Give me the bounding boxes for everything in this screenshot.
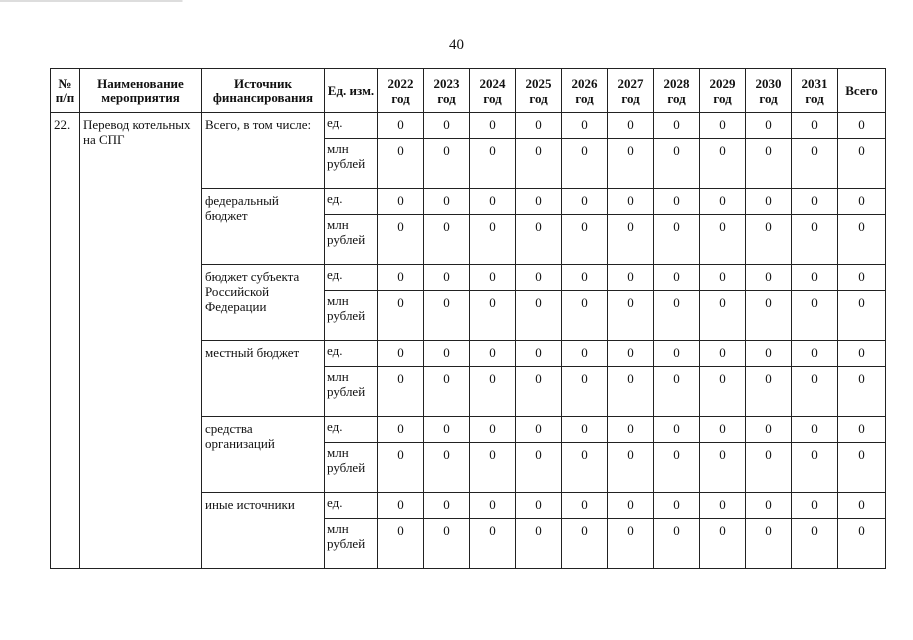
header-year: 2024 год bbox=[470, 69, 516, 113]
value-cell: 0 bbox=[654, 215, 700, 265]
header-year: 2022 год bbox=[378, 69, 424, 113]
value-cell: 0 bbox=[700, 265, 746, 291]
value-cell: 0 bbox=[470, 189, 516, 215]
value-cell: 0 bbox=[562, 443, 608, 493]
value-cell: 0 bbox=[654, 291, 700, 341]
value-cell: 0 bbox=[562, 265, 608, 291]
value-cell: 0 bbox=[746, 113, 792, 139]
value-cell: 0 bbox=[424, 417, 470, 443]
header-year: 2025 год bbox=[516, 69, 562, 113]
value-cell: 0 bbox=[700, 443, 746, 493]
row-number: 22. bbox=[51, 113, 80, 569]
value-cell: 0 bbox=[562, 341, 608, 367]
value-cell: 0 bbox=[470, 113, 516, 139]
total-cell: 0 bbox=[838, 341, 886, 367]
value-cell: 0 bbox=[700, 519, 746, 569]
funding-source: средства организаций bbox=[202, 417, 325, 493]
value-cell: 0 bbox=[746, 291, 792, 341]
value-cell: 0 bbox=[792, 519, 838, 569]
value-cell: 0 bbox=[516, 341, 562, 367]
value-cell: 0 bbox=[378, 215, 424, 265]
value-cell: 0 bbox=[378, 519, 424, 569]
total-cell: 0 bbox=[838, 189, 886, 215]
value-cell: 0 bbox=[562, 139, 608, 189]
page-number: 40 bbox=[449, 37, 464, 53]
value-cell: 0 bbox=[378, 443, 424, 493]
unit-cell: млн рублей bbox=[325, 443, 378, 493]
total-cell: 0 bbox=[838, 265, 886, 291]
value-cell: 0 bbox=[746, 493, 792, 519]
value-cell: 0 bbox=[792, 367, 838, 417]
header-year: 2023 год bbox=[424, 69, 470, 113]
value-cell: 0 bbox=[700, 189, 746, 215]
value-cell: 0 bbox=[562, 519, 608, 569]
value-cell: 0 bbox=[470, 215, 516, 265]
value-cell: 0 bbox=[378, 265, 424, 291]
value-cell: 0 bbox=[654, 113, 700, 139]
value-cell: 0 bbox=[700, 367, 746, 417]
value-cell: 0 bbox=[516, 493, 562, 519]
value-cell: 0 bbox=[424, 215, 470, 265]
value-cell: 0 bbox=[654, 367, 700, 417]
value-cell: 0 bbox=[792, 493, 838, 519]
header-year: 2026 год bbox=[562, 69, 608, 113]
total-cell: 0 bbox=[838, 215, 886, 265]
unit-cell: млн рублей bbox=[325, 215, 378, 265]
value-cell: 0 bbox=[470, 493, 516, 519]
value-cell: 0 bbox=[792, 291, 838, 341]
value-cell: 0 bbox=[470, 265, 516, 291]
value-cell: 0 bbox=[654, 341, 700, 367]
value-cell: 0 bbox=[516, 139, 562, 189]
value-cell: 0 bbox=[378, 113, 424, 139]
value-cell: 0 bbox=[470, 367, 516, 417]
value-cell: 0 bbox=[746, 443, 792, 493]
total-cell: 0 bbox=[838, 113, 886, 139]
value-cell: 0 bbox=[516, 519, 562, 569]
value-cell: 0 bbox=[378, 367, 424, 417]
value-cell: 0 bbox=[562, 113, 608, 139]
value-cell: 0 bbox=[378, 139, 424, 189]
value-cell: 0 bbox=[608, 291, 654, 341]
value-cell: 0 bbox=[516, 113, 562, 139]
funding-source: Всего, в том числе: bbox=[202, 113, 325, 189]
table-row bbox=[51, 113, 886, 139]
value-cell: 0 bbox=[424, 493, 470, 519]
value-cell: 0 bbox=[470, 341, 516, 367]
value-cell: 0 bbox=[562, 189, 608, 215]
value-cell: 0 bbox=[424, 265, 470, 291]
value-cell: 0 bbox=[792, 417, 838, 443]
value-cell: 0 bbox=[470, 139, 516, 189]
value-cell: 0 bbox=[516, 189, 562, 215]
value-cell: 0 bbox=[470, 291, 516, 341]
value-cell: 0 bbox=[792, 443, 838, 493]
value-cell: 0 bbox=[700, 215, 746, 265]
value-cell: 0 bbox=[562, 215, 608, 265]
unit-cell: млн рублей bbox=[325, 291, 378, 341]
value-cell: 0 bbox=[654, 265, 700, 291]
value-cell: 0 bbox=[746, 139, 792, 189]
value-cell: 0 bbox=[424, 291, 470, 341]
value-cell: 0 bbox=[516, 215, 562, 265]
value-cell: 0 bbox=[792, 113, 838, 139]
value-cell: 0 bbox=[700, 493, 746, 519]
header-no: № п/п bbox=[51, 69, 80, 113]
value-cell: 0 bbox=[516, 265, 562, 291]
value-cell: 0 bbox=[378, 417, 424, 443]
value-cell: 0 bbox=[516, 291, 562, 341]
scan-artifact-line bbox=[0, 0, 913, 2]
value-cell: 0 bbox=[424, 443, 470, 493]
value-cell: 0 bbox=[654, 493, 700, 519]
value-cell: 0 bbox=[378, 493, 424, 519]
value-cell: 0 bbox=[608, 341, 654, 367]
value-cell: 0 bbox=[608, 417, 654, 443]
value-cell: 0 bbox=[654, 417, 700, 443]
header-name: Наименование мероприятия bbox=[80, 69, 202, 113]
unit-cell: ед. bbox=[325, 341, 378, 367]
value-cell: 0 bbox=[700, 417, 746, 443]
value-cell: 0 bbox=[608, 189, 654, 215]
value-cell: 0 bbox=[746, 265, 792, 291]
header-year: 2027 год bbox=[608, 69, 654, 113]
value-cell: 0 bbox=[654, 443, 700, 493]
value-cell: 0 bbox=[792, 341, 838, 367]
header-year: 2029 год bbox=[700, 69, 746, 113]
value-cell: 0 bbox=[746, 417, 792, 443]
total-cell: 0 bbox=[838, 367, 886, 417]
value-cell: 0 bbox=[654, 189, 700, 215]
header-year: 2028 год bbox=[654, 69, 700, 113]
funding-source: бюджет субъекта Российской Федерации bbox=[202, 265, 325, 341]
value-cell: 0 bbox=[654, 519, 700, 569]
unit-cell: млн рублей bbox=[325, 139, 378, 189]
total-cell: 0 bbox=[838, 493, 886, 519]
value-cell: 0 bbox=[746, 341, 792, 367]
value-cell: 0 bbox=[470, 519, 516, 569]
unit-cell: ед. bbox=[325, 417, 378, 443]
value-cell: 0 bbox=[700, 139, 746, 189]
unit-cell: ед. bbox=[325, 265, 378, 291]
value-cell: 0 bbox=[562, 417, 608, 443]
value-cell: 0 bbox=[608, 215, 654, 265]
value-cell: 0 bbox=[424, 189, 470, 215]
value-cell: 0 bbox=[516, 443, 562, 493]
header-year: 2031 год bbox=[792, 69, 838, 113]
value-cell: 0 bbox=[378, 341, 424, 367]
unit-cell: млн рублей bbox=[325, 519, 378, 569]
value-cell: 0 bbox=[424, 519, 470, 569]
value-cell: 0 bbox=[746, 189, 792, 215]
header-source: Источник финансирования bbox=[202, 69, 325, 113]
value-cell: 0 bbox=[792, 215, 838, 265]
total-cell: 0 bbox=[838, 417, 886, 443]
value-cell: 0 bbox=[562, 291, 608, 341]
value-cell: 0 bbox=[424, 139, 470, 189]
value-cell: 0 bbox=[424, 341, 470, 367]
value-cell: 0 bbox=[700, 113, 746, 139]
value-cell: 0 bbox=[700, 291, 746, 341]
total-cell: 0 bbox=[838, 139, 886, 189]
value-cell: 0 bbox=[424, 367, 470, 417]
unit-cell: ед. bbox=[325, 189, 378, 215]
total-cell: 0 bbox=[838, 291, 886, 341]
value-cell: 0 bbox=[608, 113, 654, 139]
total-cell: 0 bbox=[838, 443, 886, 493]
header-unit: Ед. изм. bbox=[325, 69, 378, 113]
funding-source: местный бюджет bbox=[202, 341, 325, 417]
value-cell: 0 bbox=[562, 367, 608, 417]
value-cell: 0 bbox=[746, 519, 792, 569]
value-cell: 0 bbox=[470, 417, 516, 443]
value-cell: 0 bbox=[700, 341, 746, 367]
value-cell: 0 bbox=[792, 189, 838, 215]
value-cell: 0 bbox=[608, 367, 654, 417]
value-cell: 0 bbox=[470, 443, 516, 493]
value-cell: 0 bbox=[654, 139, 700, 189]
unit-cell: ед. bbox=[325, 493, 378, 519]
value-cell: 0 bbox=[424, 113, 470, 139]
total-cell: 0 bbox=[838, 519, 886, 569]
header-row bbox=[51, 69, 886, 113]
value-cell: 0 bbox=[562, 493, 608, 519]
value-cell: 0 bbox=[378, 291, 424, 341]
funding-source: федеральный бюджет bbox=[202, 189, 325, 265]
value-cell: 0 bbox=[516, 367, 562, 417]
value-cell: 0 bbox=[608, 443, 654, 493]
activity-name: Перевод котельных на СПГ bbox=[80, 113, 202, 569]
header-year: 2030 год bbox=[746, 69, 792, 113]
value-cell: 0 bbox=[608, 519, 654, 569]
value-cell: 0 bbox=[792, 139, 838, 189]
value-cell: 0 bbox=[378, 189, 424, 215]
unit-cell: млн рублей bbox=[325, 367, 378, 417]
value-cell: 0 bbox=[746, 367, 792, 417]
funding-source: иные источники bbox=[202, 493, 325, 569]
value-cell: 0 bbox=[608, 139, 654, 189]
header-total: Всего bbox=[838, 69, 886, 113]
value-cell: 0 bbox=[608, 493, 654, 519]
value-cell: 0 bbox=[608, 265, 654, 291]
value-cell: 0 bbox=[792, 265, 838, 291]
unit-cell: ед. bbox=[325, 113, 378, 139]
value-cell: 0 bbox=[746, 215, 792, 265]
value-cell: 0 bbox=[516, 417, 562, 443]
financing-table bbox=[50, 68, 886, 569]
